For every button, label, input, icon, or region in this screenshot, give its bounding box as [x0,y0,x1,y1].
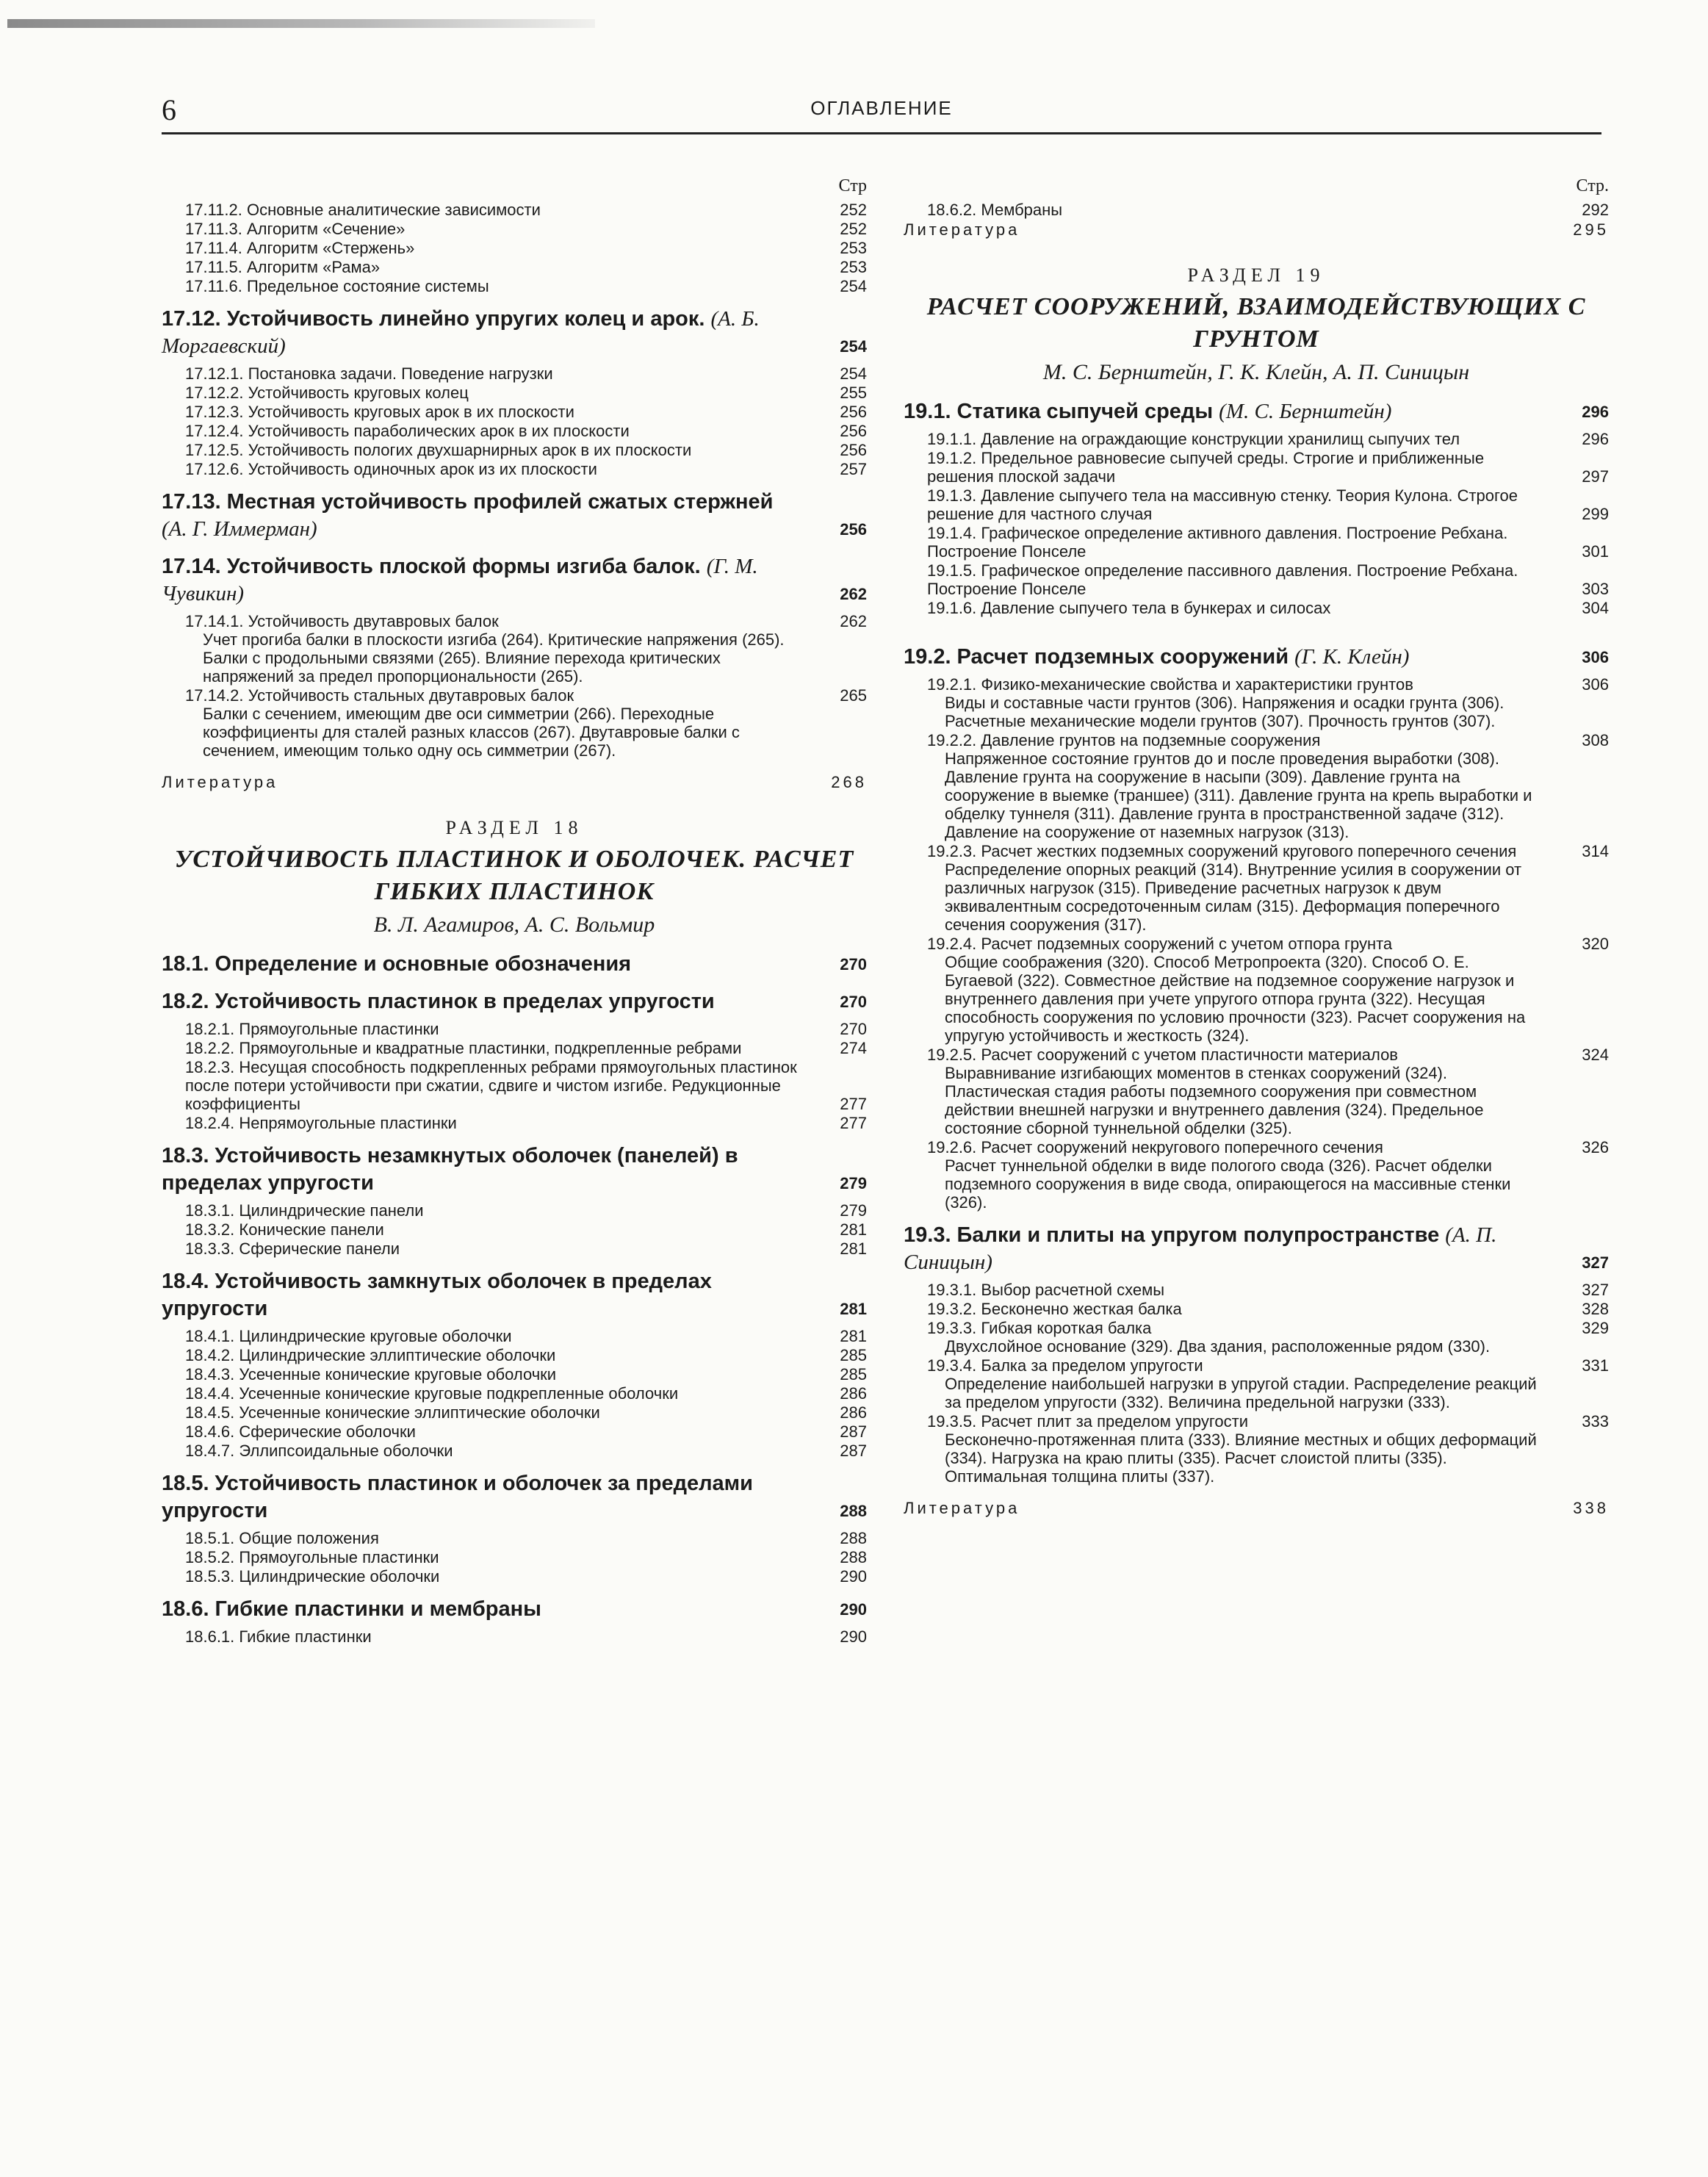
entry-page: 287 [840,1442,867,1460]
entry-details: Распределение опорных реакций (314). Внутренние усилия в сооружении от различных нагрузок (315). Приведение расчетных нагрузок к двум эквивалентным сосредоточенным силам (315). Деформация поперечного сечения сооружения (317). [945,860,1522,934]
entry-title: 18.4.6. Сферические оболочки [185,1422,416,1441]
entry-page: 281 [840,1239,867,1258]
toc-entry [162,403,867,421]
section-title: 18.5. Устойчивость пластинок и оболочек за пределами упругости [162,1472,753,1522]
literature-entry [904,1499,1609,1518]
section-title: 18.3. Устойчивость незамкнутых оболочек (панелей) в пределах упругости [162,1144,738,1195]
section-title: 18.1. Определение и основные обозначения [162,952,632,976]
toc-section [904,644,1609,671]
toc-entry [162,384,867,402]
entry-page: 333 [1582,1412,1609,1431]
entry-page: 274 [840,1039,867,1057]
toc-entry [162,1365,867,1383]
section-page: 270 [840,955,867,974]
toc-entry [162,460,867,478]
section-title: 17.13. Местная устойчивость профилей сжатых стержней [162,490,774,514]
entry-page: 256 [840,441,867,459]
part-title: УСТОЙЧИВОСТЬ ПЛАСТИНОК И ОБОЛОЧЕК. РАСЧЕТ ГИБКИХ ПЛАСТИНОК [174,846,854,905]
entry-title: 19.3.1. Выбор расчетной схемы [927,1281,1165,1299]
toc-entry [162,1114,867,1132]
entry-title: 18.5.1. Общие положения [185,1529,379,1547]
part-label: РАЗДЕЛ 18 [445,817,583,838]
section-title: 18.6. Гибкие пластинки и мембраны [162,1597,541,1621]
literature-page: 295 [1573,220,1609,239]
toc-section [162,1143,867,1197]
toc-entry [162,1039,867,1057]
entry-page: 290 [840,1567,867,1586]
section-author: (А. П. Синицын) [904,1223,1497,1274]
entry-title: 19.1.1. Давление на ограждающие конструкции хранилищ сыпучих тел [927,430,1460,448]
entry-title: 19.2.3. Расчет жестких подземных сооружений кругового поперечного сечения [927,842,1517,860]
entry-page: 303 [1582,580,1609,598]
entry-title: 17.11.5. Алгоритм «Рама» [185,258,381,276]
toc-entry [162,1442,867,1460]
entry-page: 328 [1582,1300,1609,1318]
toc-section [904,1222,1609,1276]
entry-title: 19.3.5. Расчет плит за пределом упругости [927,1412,1248,1431]
entry-details: Бесконечно-протяженная плита (333). Влияние местных и общих деформаций (334). Нагрузка на краю плиты (335). Расчет слоистой плиты (335). Оптимальная толщина плиты (337). [945,1431,1537,1486]
toc-entry [904,1412,1609,1431]
scan-artifact [7,19,595,28]
toc-section [162,1596,867,1623]
entry-page: 253 [840,258,867,276]
entry-page: 299 [1582,505,1609,523]
part-label: РАЗДЕЛ 19 [1187,265,1325,286]
entry-page: 262 [840,612,867,630]
section-author: (Г. М. Чувикин) [162,555,758,605]
entry-page: 327 [1582,1281,1609,1299]
literature-entry [162,773,867,792]
entry-details: Напряженное состояние грунтов до и после проведения выработки (308). Давление грунта на сооружение в насыпи (309). Давление грунта на сооружение в выемке (траншее) (311). Давление грунта на крепь выработки и обделку туннеля (311). Давление грунта в пространственной задаче (312). Давление на сооружение от наземных нагрузок (313). [945,749,1532,841]
entry-title: 18.6.1. Гибкие пластинки [185,1627,372,1646]
toc-entry [162,422,867,440]
entry-page: 254 [840,364,867,383]
toc-entry [162,1403,867,1422]
entry-title: 17.12.4. Устойчивость параболических арок в их плоскости [185,422,630,440]
entry-title: 18.2.3. Несущая способность подкрепленных ребрами прямоугольных пластинок после потери устойчивости при сжатии, сдвиге и чистом изгибе. Редукционные коэффициенты [185,1058,797,1113]
toc-entry [162,1384,867,1403]
entry-page: 324 [1582,1046,1609,1064]
section-title: 18.4. Устойчивость замкнутых оболочек в пределах упругости [162,1270,712,1320]
entry-title: 18.2.1. Прямоугольные пластинки [185,1020,439,1038]
toc-entry [904,1281,1609,1299]
entry-title: 17.11.2. Основные аналитические зависимости [185,201,541,219]
toc-section [162,1268,867,1323]
entry-page: 304 [1582,599,1609,617]
section-author: (Г. К. Клейн) [1294,645,1410,669]
section-page: 262 [840,585,867,603]
section-title: 19.1. Статика сыпучей среды [904,400,1214,423]
toc-entry [162,1422,867,1441]
toc-entry [904,842,1609,860]
entry-page: 256 [840,403,867,421]
entry-title: 18.5.3. Цилиндрические оболочки [185,1567,440,1586]
section-page: 279 [840,1174,867,1192]
toc-entry [904,1046,1609,1064]
toc-section [162,553,867,608]
toc-section [162,489,867,543]
entry-title: 17.14.1. Устойчивость двутавровых балок [185,612,499,630]
toc-entry [162,1020,867,1038]
entry-page: 254 [840,277,867,295]
page-col-label: Стр [838,176,867,195]
entry-page: 331 [1582,1356,1609,1375]
entry-details: Выравнивание изгибающих моментов в стенках сооружений (324). Пластическая стадия работы подземного сооружения при совместном действии внешней нагрузки и внутреннего давления (324). Предельное состояние сборной туннельной обделки (325). [945,1064,1484,1137]
entry-page: 290 [840,1627,867,1646]
part-authors: В. Л. Агамиров, А. С. Вольмир [373,913,655,937]
literature-label: Литература [162,773,278,791]
toc-entry [904,935,1609,953]
entry-details: Балки с сечением, имеющим две оси симметрии (266). Переходные коэффициенты для сталей разных классов (267). Двутавровые балки с сечением, имеющим только одну ось симметрии (267). [203,705,740,760]
entry-title: 19.1.6. Давление сыпучего тела в бункерах и силосах [927,599,1331,617]
entry-page: 285 [840,1365,867,1383]
entry-title: 18.3.2. Конические панели [185,1220,384,1239]
section-page: 290 [840,1600,867,1619]
section-page: 327 [1582,1253,1609,1272]
toc-entry [162,1346,867,1364]
page-header [162,88,1601,134]
entry-page: 288 [840,1548,867,1566]
section-title: 19.2. Расчет подземных сооружений [904,645,1289,669]
toc-left-column [162,176,867,1646]
section-page: 306 [1582,648,1609,666]
literature-entry [904,220,1609,240]
entry-page: 252 [840,220,867,238]
entry-details: Расчет туннельной обделки в виде пологого свода (326). Расчет обделки подземного сооружения в виде свода, опирающегося на массивные стенки (326). [945,1156,1511,1212]
entry-page: 253 [840,239,867,257]
literature-label: Литература [904,220,1020,239]
section-title: 18.2. Устойчивость пластинок в пределах упругости [162,990,715,1013]
entry-page: 270 [840,1020,867,1038]
toc-entry [162,686,867,705]
entry-title: 17.12.1. Постановка задачи. Поведение нагрузки [185,364,553,383]
entry-page: 292 [1582,201,1609,219]
entry-page: 256 [840,422,867,440]
entry-page: 286 [840,1384,867,1403]
entry-page: 301 [1582,542,1609,561]
page-col-label: Стр. [1576,176,1609,195]
entry-title: 18.4.5. Усеченные конические эллиптические оболочки [185,1403,600,1422]
entry-details: Общие соображения (320). Способ Метропроекта (320). Способ О. Е. Бугаевой (322). Совместное действие на подземное сооружение нагрузок и внутреннего давления при учете упругого отпора грунта (322). Несущая способность сооружения по условию прочности (323). Расчет сооружения на упругую устойчивость и жесткость (324). [945,953,1526,1045]
entry-page: 277 [840,1114,867,1132]
entry-title: 18.4.2. Цилиндрические эллиптические оболочки [185,1346,556,1364]
toc-entry [162,1239,867,1258]
toc-entry [904,731,1609,749]
toc-entry [162,364,867,383]
toc-section [162,306,867,360]
section-author: (М. С. Бернштейн) [1219,400,1392,423]
section-page: 256 [840,520,867,539]
toc-entry [162,612,867,630]
entry-title: 19.2.2. Давление грунтов на подземные сооружения [927,731,1321,749]
entry-page: 308 [1582,731,1609,749]
page-number: 6 [162,93,176,126]
entry-page: 306 [1582,675,1609,694]
entry-details: Двухслойное основание (329). Два здания, расположенные рядом (330). [945,1337,1491,1356]
toc-entry [162,441,867,459]
entry-title: 17.12.5. Устойчивость пологих двухшарнирных арок в их плоскости [185,441,692,459]
toc-entry [162,277,867,295]
entry-title: 18.2.4. Непрямоугольные пластинки [185,1114,457,1132]
entry-title: 18.4.4. Усеченные конические круговые подкрепленные оболочки [185,1384,679,1403]
entry-page: 285 [840,1346,867,1364]
toc-entry [162,1220,867,1239]
part-authors: М. С. Бернштейн, Г. К. Клейн, А. П. Синицын [1042,360,1470,384]
entry-title: 17.12.3. Устойчивость круговых арок в их плоскости [185,403,574,421]
entry-title: 18.5.2. Прямоугольные пластинки [185,1548,439,1566]
entry-page: 281 [840,1220,867,1239]
toc-entry [904,524,1609,561]
toc-entry [162,1567,867,1586]
toc-entry [162,220,867,238]
toc-entry [904,449,1609,486]
entry-page: 277 [840,1095,867,1113]
entry-page: 296 [1582,430,1609,448]
running-title: ОГЛАВЛЕНИЕ [810,97,953,119]
toc-entry [162,1548,867,1566]
toc-entry [904,1356,1609,1375]
entry-title: 18.6.2. Мембраны [927,201,1063,219]
entry-title: 18.2.2. Прямоугольные и квадратные пластинки, подкрепленные ребрами [185,1039,742,1057]
entry-page: 326 [1582,1138,1609,1156]
toc-entry [162,1327,867,1345]
entry-title: 18.3.3. Сферические панели [185,1239,400,1258]
toc-entry [904,486,1609,523]
section-page: 288 [840,1502,867,1520]
entry-title: 19.3.2. Бесконечно жесткая балка [927,1300,1182,1318]
literature-page: 338 [1573,1499,1609,1517]
entry-title: 17.12.2. Устойчивость круговых колец [185,384,469,402]
entry-page: 287 [840,1422,867,1441]
toc-entry [162,1058,867,1113]
entry-page: 279 [840,1201,867,1220]
entry-page: 281 [840,1327,867,1345]
entry-title: 17.11.4. Алгоритм «Стержень» [185,239,415,257]
entry-page: 329 [1582,1319,1609,1337]
entry-page: 257 [840,460,867,478]
entry-title: 19.1.4. Графическое определение активного давления. Построение Ребхана. Построение Понселе [927,524,1508,561]
toc-entry [904,1138,1609,1156]
section-page: 270 [840,993,867,1011]
entry-title: 18.4.3. Усеченные конические круговые оболочки [185,1365,557,1383]
section-page: 254 [840,337,867,356]
toc-entry [904,561,1609,598]
toc-entry [904,1319,1609,1337]
section-page: 296 [1582,403,1609,421]
toc-entry [904,599,1609,617]
entry-page: 252 [840,201,867,219]
toc-entry [162,258,867,276]
entry-title: 19.1.3. Давление сыпучего тела на массивную стенку. Теория Кулона. Строгое решение для частного случая [927,486,1518,523]
toc-entry [904,1300,1609,1318]
toc-entry [904,430,1609,448]
literature-page: 268 [831,773,867,791]
entry-title: 19.3.3. Гибкая короткая балка [927,1319,1152,1337]
section-title: 17.12. Устойчивость линейно упругих колец и арок. [162,307,705,331]
toc-entry [162,239,867,257]
toc-section [162,951,867,978]
entry-page: 314 [1582,842,1609,860]
entry-title: 19.1.2. Предельное равновесие сыпучей среды. Строгие и приближенные решения плоской задачи [927,449,1485,486]
entry-page: 297 [1582,467,1609,486]
entry-details: Определение наибольшей нагрузки в упругой стадии. Распределение реакций за пределом упругости (332). Величина предельной нагрузки (333). [945,1375,1537,1411]
entry-details: Виды и составные части грунтов (306). Напряжения и осадки грунта (306). Расчетные механические модели грунтов (307). Прочность грунтов (307). [945,694,1505,730]
entry-title: 19.2.1. Физико-механические свойства и характеристики грунтов [927,675,1413,694]
part-title: РАСЧЕТ СООРУЖЕНИЙ, ВЗАИМОДЕЙСТВУЮЩИХ С ГРУНТОМ [926,293,1586,353]
toc-section [162,988,867,1015]
toc-right-column [904,176,1609,1518]
literature-label: Литература [904,1499,1020,1517]
toc-section [162,1470,867,1525]
entry-details: Учет прогиба балки в плоскости изгиба (264). Критические напряжения (265). Балки с продольными связями (265). Влияние перехода критических напряжений за предел пропорциональности (265). [203,630,785,686]
section-title: 19.3. Балки и плиты на упругом полупространстве [904,1223,1440,1247]
entry-title: 18.3.1. Цилиндрические панели [185,1201,424,1220]
section-title: 17.14. Устойчивость плоской формы изгиба балок. [162,555,701,578]
toc-entry [162,201,867,219]
entry-page: 288 [840,1529,867,1547]
toc-entry [904,675,1609,694]
toc-section [904,398,1609,425]
entry-title: 17.11.3. Алгоритм «Сечение» [185,220,406,238]
toc-entry [162,1201,867,1220]
entry-title: 17.14.2. Устойчивость стальных двутавровых балок [185,686,574,705]
entry-title: 19.2.4. Расчет подземных сооружений с учетом отпора грунта [927,935,1393,953]
section-page: 281 [840,1300,867,1318]
entry-page: 255 [840,384,867,402]
entry-title: 17.12.6. Устойчивость одиночных арок из их плоскости [185,460,597,478]
section-author: (А. Г. Иммерман) [162,517,317,541]
toc-entry [162,1627,867,1646]
entry-title: 18.4.1. Цилиндрические круговые оболочки [185,1327,512,1345]
entry-page: 265 [840,686,867,705]
entry-page: 286 [840,1403,867,1422]
entry-page: 320 [1582,935,1609,953]
entry-title: 19.2.5. Расчет сооружений с учетом пластичности материалов [927,1046,1398,1064]
entry-title: 18.4.7. Эллипсоидальные оболочки [185,1442,453,1460]
section-author: (А. Б. Моргаевский) [162,307,760,358]
toc-entry [904,201,1609,219]
entry-title: 19.2.6. Расчет сооружений некругового поперечного сечения [927,1138,1383,1156]
toc-entry [162,1529,867,1547]
entry-title: 19.1.5. Графическое определение пассивного давления. Построение Ребхана. Построение Понселе [927,561,1518,598]
entry-title: 19.3.4. Балка за пределом упругости [927,1356,1203,1375]
entry-title: 17.11.6. Предельное состояние системы [185,277,489,295]
